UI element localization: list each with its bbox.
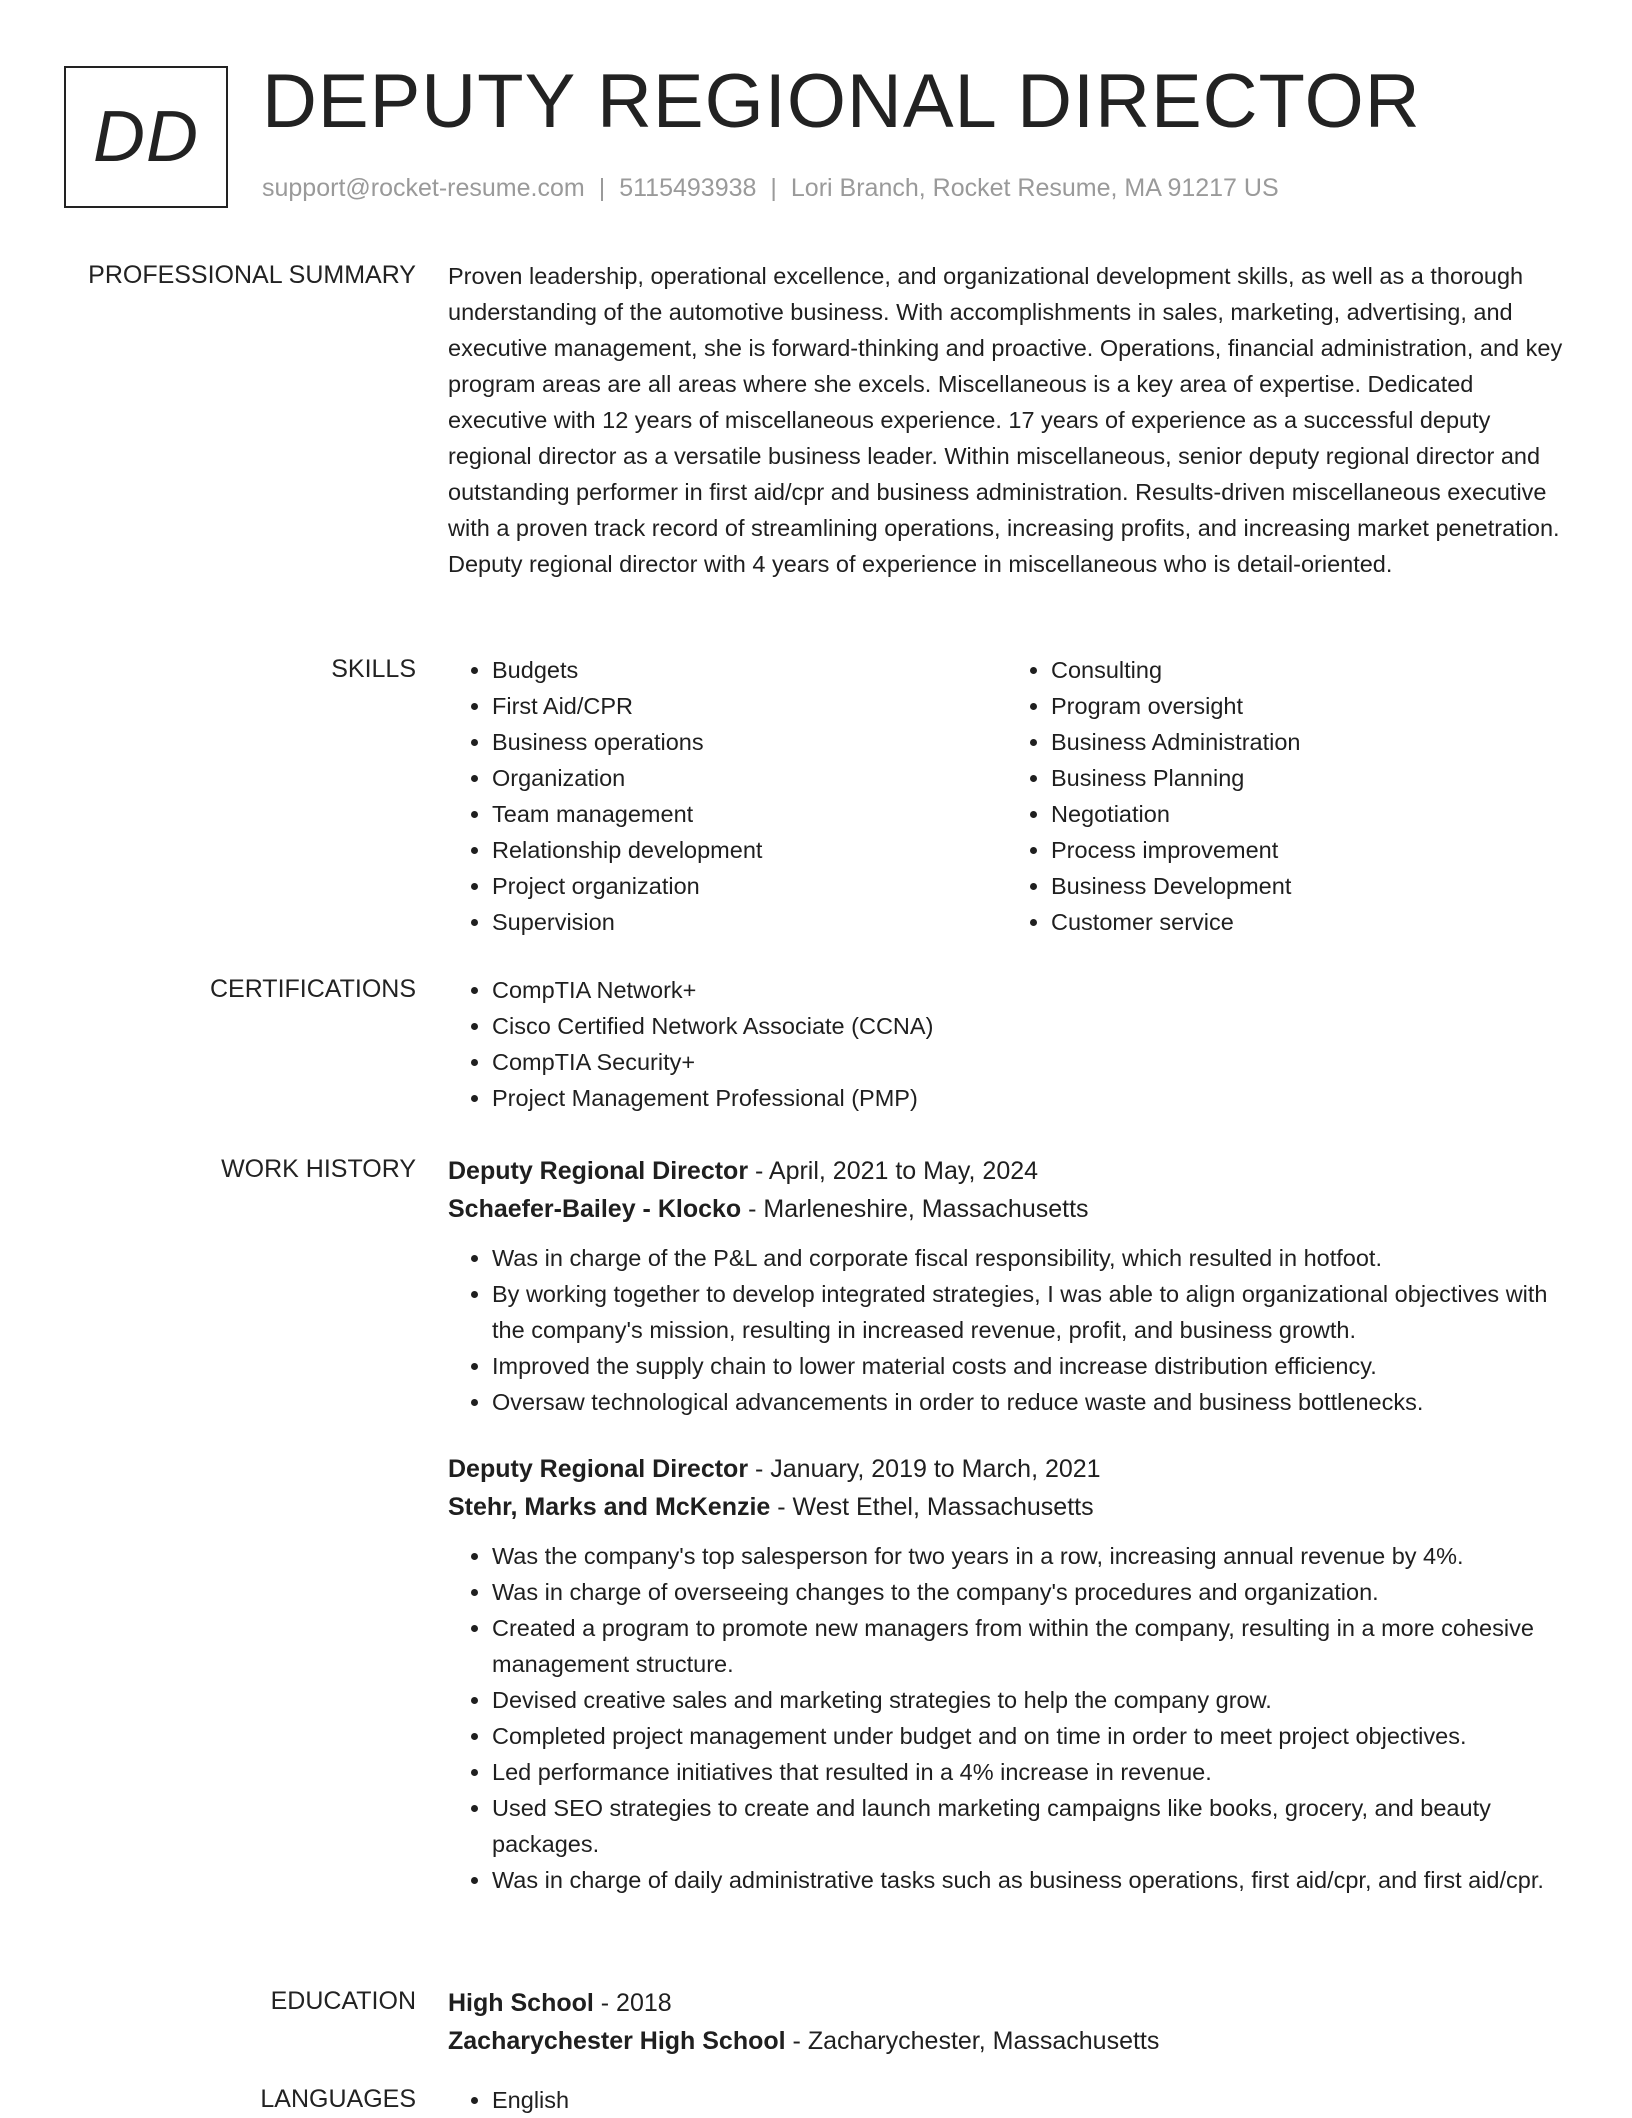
skill-item: • Business Administration (1051, 724, 1566, 760)
job-dates: - January, 2019 to March, 2021 (748, 1455, 1101, 1483)
job-entry (448, 1152, 1566, 1420)
job-bullets (448, 1240, 1566, 1420)
skill-item: • Process improvement (1051, 832, 1566, 868)
skills-label: SKILLS (331, 655, 416, 683)
job-bullet: • By working together to develop integrated strategies, I was able to align organizational objectives with the company's mission, resulting in increased revenue, profit, and business growth. (492, 1276, 1566, 1348)
resume-title: DEPUTY REGIONAL DIRECTOR (262, 59, 1421, 144)
job-title-line (448, 1450, 1566, 1488)
job-bullet: • Was in charge of overseeing changes to the company's procedures and organization. (492, 1574, 1566, 1610)
certification-item: • CompTIA Network+ (492, 972, 1566, 1008)
language-item: • English (492, 2082, 1566, 2118)
skill-item: • Organization (492, 760, 1007, 796)
job-bullets (448, 1538, 1566, 1898)
certifications-label: CERTIFICATIONS (209, 975, 416, 1003)
job-company-line (448, 1488, 1566, 1526)
job-bullet: • Led performance initiatives that resulted in a 4% increase in revenue. (492, 1754, 1566, 1790)
skill-item: • Relationship development (492, 832, 1007, 868)
skill-item: • Supervision (492, 904, 1007, 940)
skill-item: • Business operations (492, 724, 1007, 760)
job-dates: - April, 2021 to May, 2024 (748, 1157, 1039, 1185)
skill-item: • Budgets (492, 652, 1007, 688)
job-bullet: • Completed project management under budget and on time in order to meet project objectives. (492, 1718, 1566, 1754)
languages-body (448, 2082, 1566, 2118)
job-title: Deputy Regional Director (448, 1157, 749, 1185)
education-school: Zacharychester High School (448, 2027, 786, 2055)
job-company: Schaefer-Bailey - Klocko (448, 1195, 742, 1223)
skill-item: • Team management (492, 796, 1007, 832)
certification-item: • Cisco Certified Network Associate (CCNA) (492, 1008, 1566, 1044)
job-bullet: • Used SEO strategies to create and launch marketing campaigns like books, grocery, and beauty packages. (492, 1790, 1566, 1862)
job-bullet: • Improved the supply chain to lower material costs and increase distribution efficiency. (492, 1348, 1566, 1384)
job-bullet: • Was in charge of the P&L and corporate fiscal responsibility, which resulted in hotfoot. (492, 1240, 1566, 1276)
education-body (448, 1984, 1566, 2060)
certification-item: • Project Management Professional (PMP) (492, 1080, 1566, 1116)
education-degree: High School (448, 1989, 594, 2017)
education-school-line (448, 2022, 1566, 2060)
education-degree-line (448, 1984, 1566, 2022)
skill-item: • Customer service (1051, 904, 1566, 940)
job-bullet: • Was in charge of daily administrative tasks such as business operations, first aid/cpr, and first aid/cpr. (492, 1862, 1566, 1898)
job-bullet: • Devised creative sales and marketing strategies to help the company grow. (492, 1682, 1566, 1718)
summary-text: Proven leadership, operational excellence, and organizational development skills, as well as a thorough understanding of the automotive business. With accomplishments in sales, marketing, advertising, and executive management, she is forward-thinking and proactive. Operations, financial administration, and key program areas are all areas where she excels. Miscellaneous is a key area of expertise. Dedicated executive with 12 years of miscellaneous experience. 17 years of experience as a successful deputy regional director as a versatile business leader. Within miscellaneous, senior deputy regional director and outstanding performer in first aid/cpr and business administration. Results-driven miscellaneous executive with a proven track record of streamlining operations, increasing profits, and increasing market penetration. Deputy regional director with 4 years of experience in miscellaneous who is detail-oriented. (448, 263, 1563, 577)
job-title-line (448, 1152, 1566, 1190)
skill-item: • Negotiation (1051, 796, 1566, 832)
job-entry (448, 1450, 1566, 1898)
skill-item: • Project organization (492, 868, 1007, 904)
job-company-line (448, 1190, 1566, 1228)
contact-line (262, 174, 1279, 203)
contact-separator: | (598, 174, 606, 202)
skills-list-right (1007, 652, 1566, 940)
job-title: Deputy Regional Director (448, 1455, 749, 1483)
job-bullet: • Oversaw technological advancements in order to reduce waste and business bottlenecks. (492, 1384, 1566, 1420)
job-location: - Marleneshire, Massachusetts (741, 1195, 1089, 1223)
education-label: EDUCATION (270, 1987, 416, 2015)
job-company: Stehr, Marks and McKenzie (448, 1493, 771, 1521)
skill-item: • Business Planning (1051, 760, 1566, 796)
languages-list (448, 2082, 1566, 2118)
contact-phone: 5115493938 (619, 174, 757, 202)
certifications-list (448, 972, 1566, 1116)
contact-separator: | (770, 174, 777, 202)
job-bullet: • Created a program to promote new managers from within the company, resulting in a more cohesive management structure. (492, 1610, 1566, 1682)
education-year: - 2018 (593, 1989, 672, 2017)
job-location: - West Ethel, Massachusetts (770, 1493, 1094, 1521)
skill-item: • Business Development (1051, 868, 1566, 904)
skills-columns (448, 652, 1566, 940)
education-location: - Zacharychester, Massachusetts (785, 2027, 1160, 2055)
contact-email: support@rocket-resume.com (262, 174, 585, 202)
skill-item: • Consulting (1051, 652, 1566, 688)
skill-item: • First Aid/CPR (492, 688, 1007, 724)
certification-item: • CompTIA Security+ (492, 1044, 1566, 1080)
work-history-label: WORK HISTORY (221, 1155, 416, 1183)
skills-list-left (448, 652, 1007, 940)
contact-address: Lori Branch, Rocket Resume, MA 91217 US (790, 174, 1279, 202)
monogram: DD (64, 66, 228, 208)
summary-label: PROFESSIONAL SUMMARY (88, 261, 416, 289)
languages-label: LANGUAGES (260, 2085, 416, 2113)
work-history-body (448, 1152, 1566, 1898)
certifications-body (448, 972, 1566, 1116)
skill-item: • Program oversight (1051, 688, 1566, 724)
job-bullet: • Was the company's top salesperson for two years in a row, increasing annual revenue by 4%. (492, 1538, 1566, 1574)
